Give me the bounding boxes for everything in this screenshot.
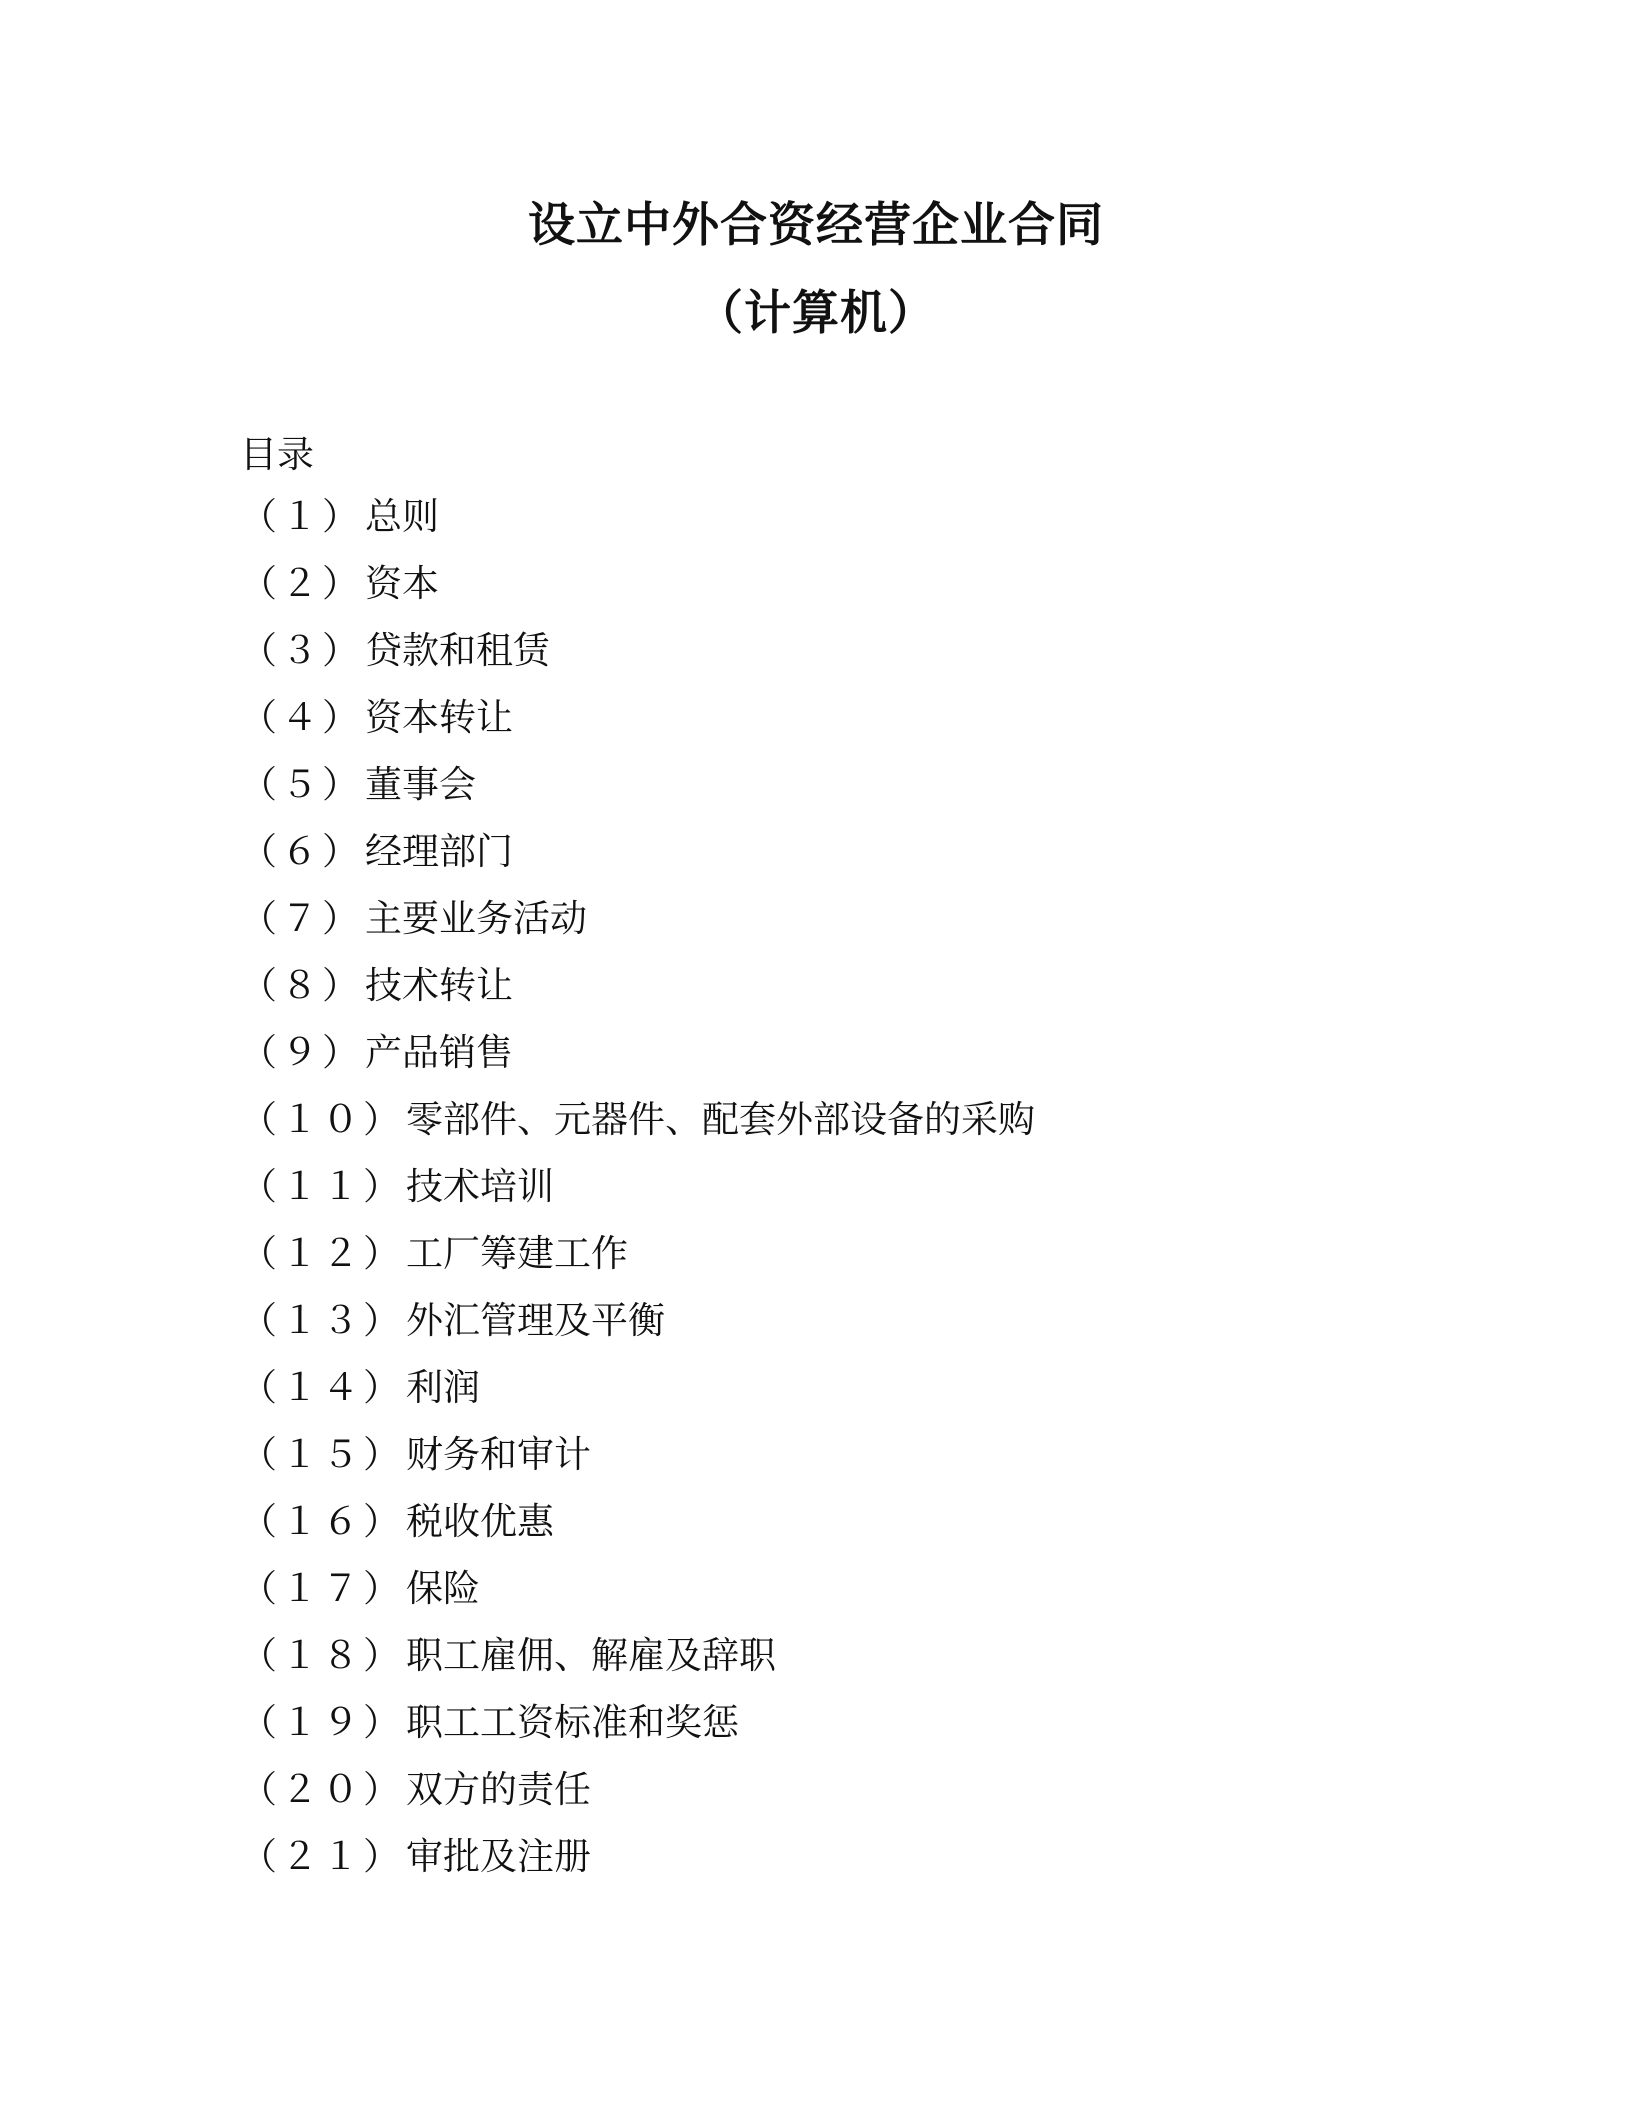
toc-item-number: （２１） [240,1835,404,1878]
toc-item [240,894,1035,961]
toc-item [240,1028,1035,1095]
toc-item [240,1497,1035,1564]
toc-item-label: 资本转让 [365,696,513,739]
toc-item-number: （３） [240,629,363,672]
toc-item-label: 零部件、元器件、配套外部设备的采购 [406,1098,1035,1141]
toc-item-label: 贷款和租赁 [365,629,550,672]
toc-item [240,693,1035,760]
toc-item [240,626,1035,693]
toc-item [240,1564,1035,1631]
toc-item-label: 工厂筹建工作 [406,1232,628,1275]
toc-item-number: （１４） [240,1366,404,1409]
toc-item [240,1095,1035,1162]
table-of-contents [240,492,1035,1899]
toc-item-label: 财务和审计 [406,1433,591,1476]
toc-item [240,1765,1035,1832]
toc-item-label: 主要业务活动 [365,897,587,940]
toc-item-number: （１８） [240,1634,404,1677]
toc-item [240,492,1035,559]
toc-item-label: 技术培训 [406,1165,554,1208]
toc-item-number: （１１） [240,1165,404,1208]
document-title: 设立中外合资经营企业合同 [528,198,1104,253]
toc-item-number: （５） [240,763,363,806]
toc-item-label: 税收优惠 [406,1500,554,1543]
toc-item-number: （２） [240,562,363,605]
toc-item-label: 职工工资标准和奖惩 [406,1701,739,1744]
toc-item-label: 双方的责任 [406,1768,591,1811]
toc-item-label: 利润 [406,1366,480,1409]
toc-item-number: （２０） [240,1768,404,1811]
toc-item [240,1631,1035,1698]
toc-item-number: （１６） [240,1500,404,1543]
toc-item-number: （７） [240,897,363,940]
toc-item [240,1430,1035,1497]
toc-item [240,760,1035,827]
toc-item-label: 经理部门 [365,830,513,873]
toc-item [240,961,1035,1028]
toc-item-number: （１９） [240,1701,404,1744]
toc-item-number: （１） [240,495,363,538]
toc-item-label: 董事会 [365,763,476,806]
toc-item [240,1229,1035,1296]
toc-item-label: 总则 [365,495,439,538]
toc-item-label: 外汇管理及平衡 [406,1299,665,1342]
toc-item [240,1162,1035,1229]
toc-item-label: 资本 [365,562,439,605]
toc-heading: 目录 [240,433,314,476]
toc-item [240,1698,1035,1765]
toc-item [240,1832,1035,1899]
toc-item-number: （６） [240,830,363,873]
toc-item-label: 保险 [406,1567,480,1610]
toc-item-label: 产品销售 [365,1031,513,1074]
toc-item-label: 职工雇佣、解雇及辞职 [406,1634,776,1677]
toc-item [240,1296,1035,1363]
toc-item [240,1363,1035,1430]
toc-item-number: （１５） [240,1433,404,1476]
toc-item-number: （８） [240,964,363,1007]
toc-item-label: 技术转让 [365,964,513,1007]
toc-item-number: （４） [240,696,363,739]
toc-item-number: （１０） [240,1098,404,1141]
toc-item-number: （１３） [240,1299,404,1342]
toc-item [240,827,1035,894]
toc-item [240,559,1035,626]
toc-item-number: （９） [240,1031,363,1074]
document-subtitle: （计算机） [696,286,936,341]
toc-item-label: 审批及注册 [406,1835,591,1878]
toc-item-number: （１２） [240,1232,404,1275]
toc-item-number: （１７） [240,1567,404,1610]
